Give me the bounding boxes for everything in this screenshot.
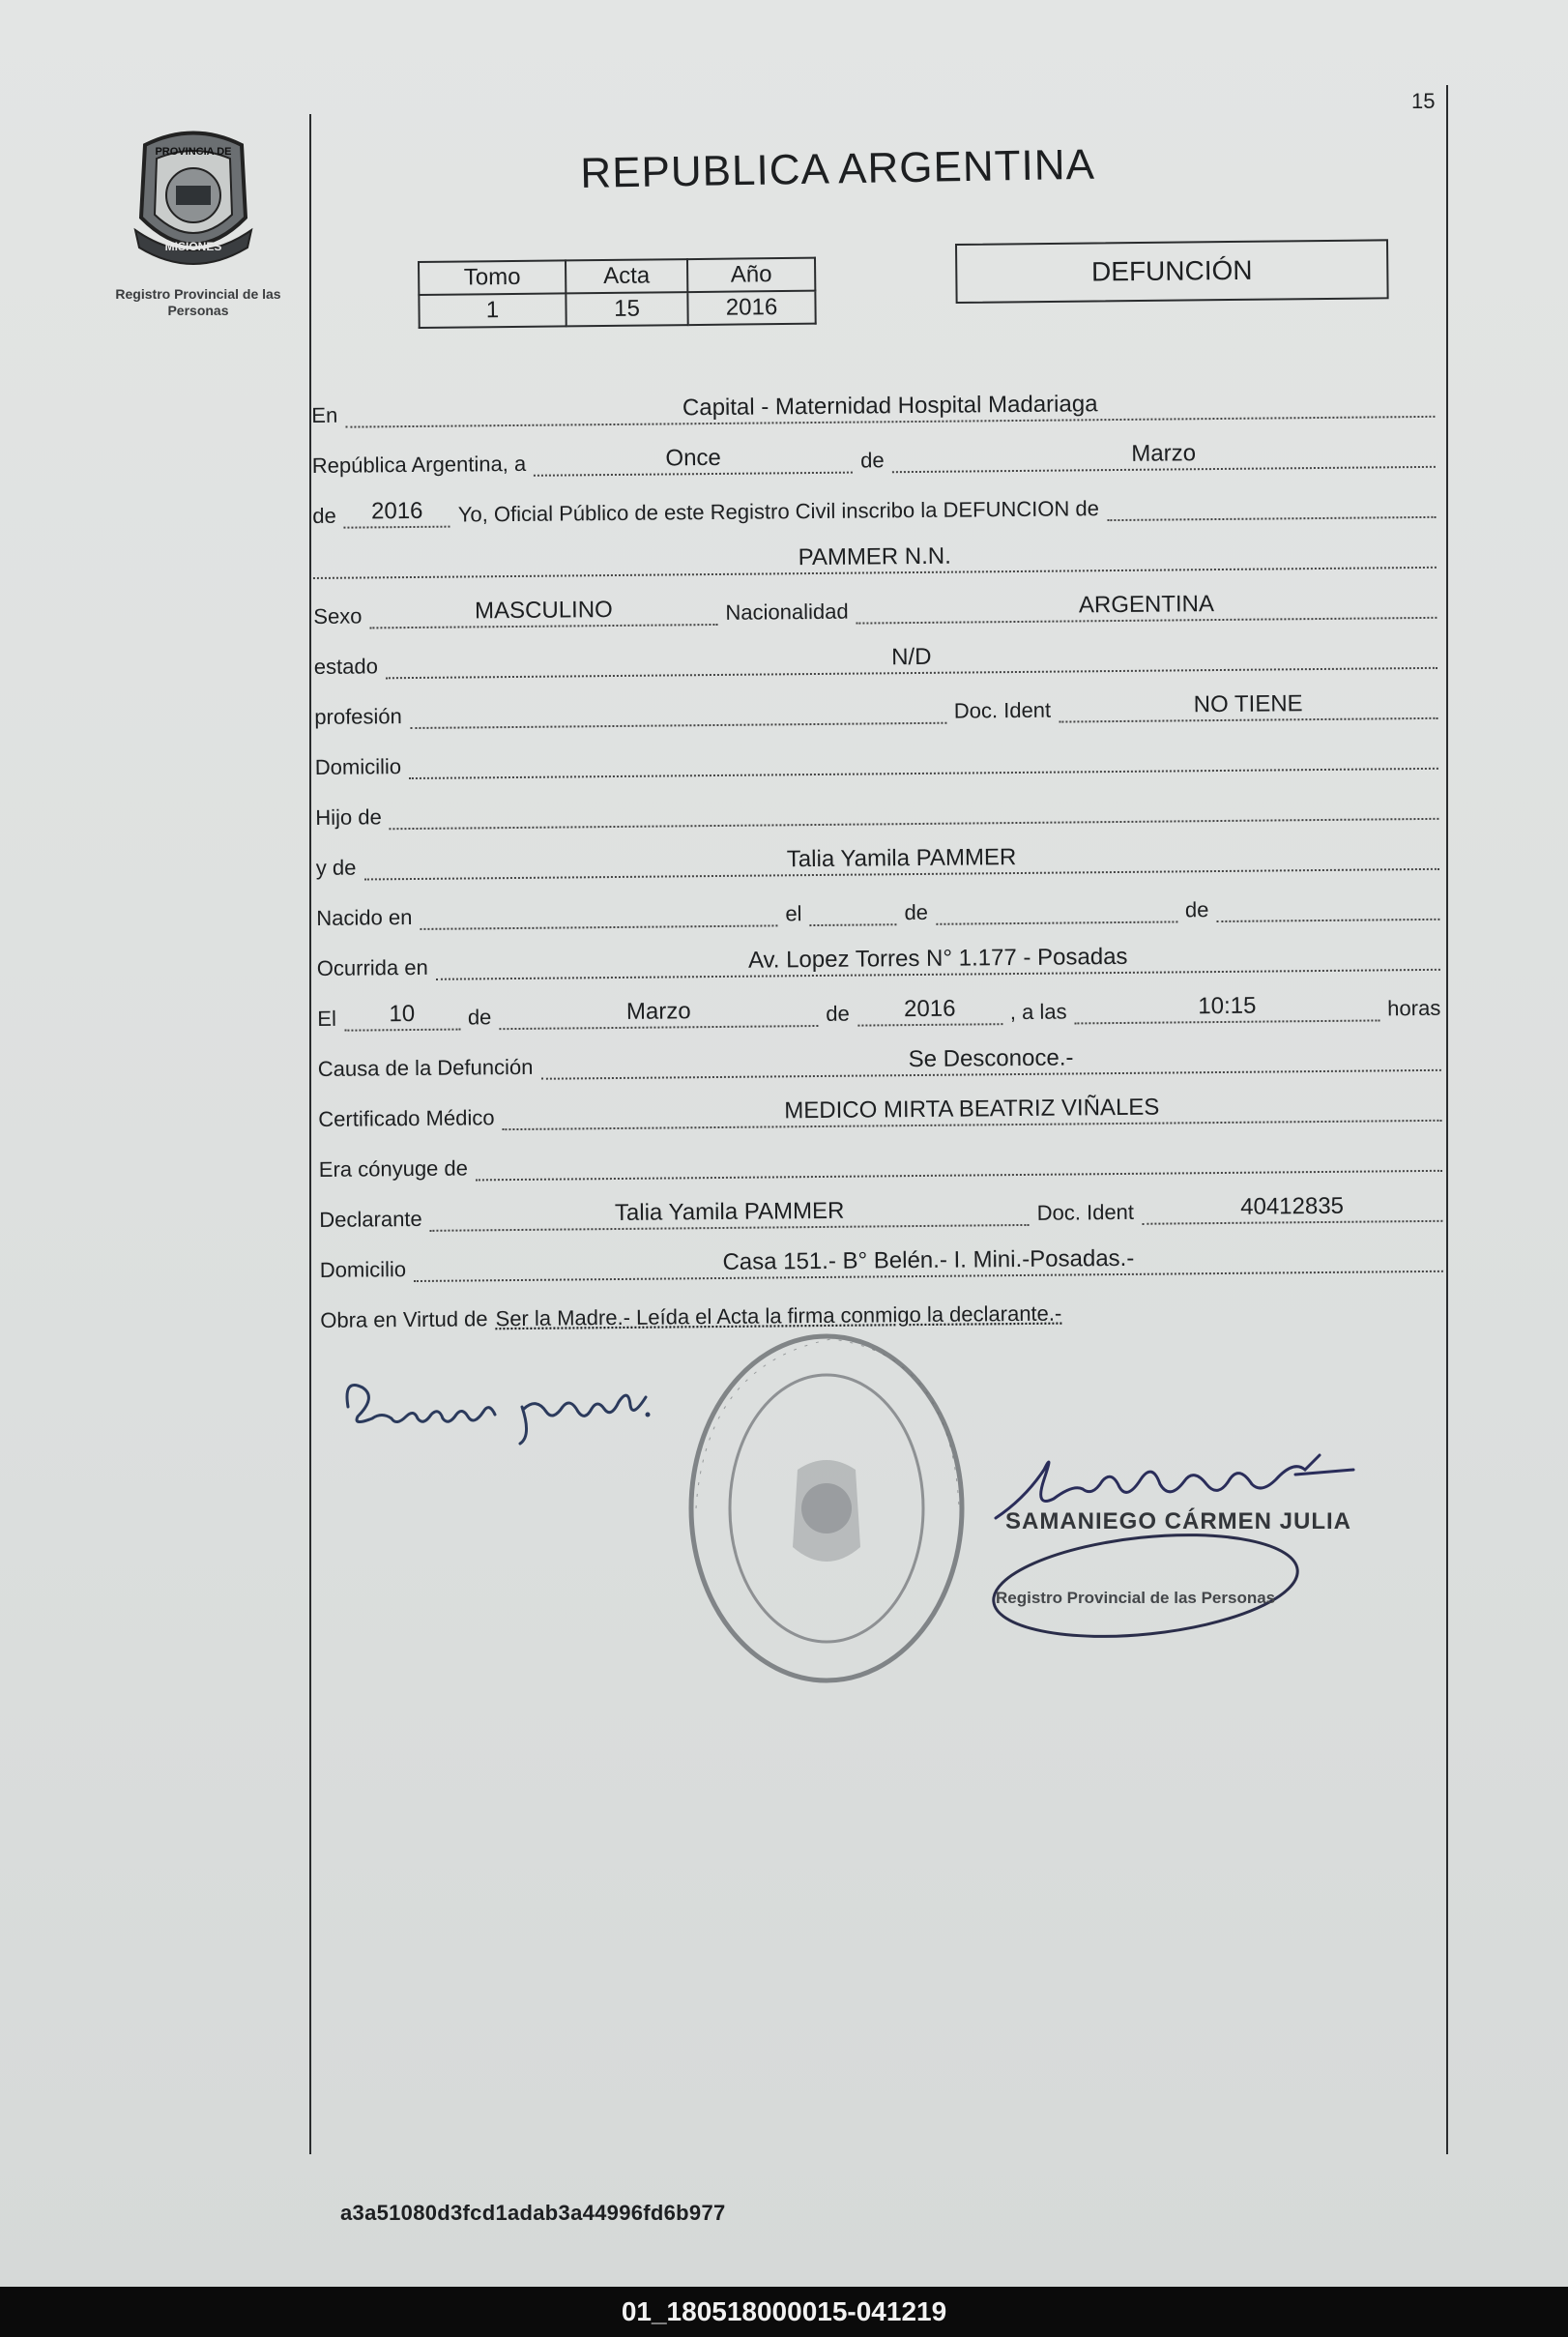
field-mes-defuncion: Marzo [499, 997, 818, 1030]
registry-header-row [419, 258, 815, 295]
field-nombre-fallecido: PAMMER N.N. [313, 539, 1437, 579]
field-madre: Talia Yamila PAMMER [363, 840, 1439, 881]
field-declarante-domicilio: Casa 151.- B° Belén.- I. Mini.-Posadas.- [414, 1242, 1443, 1282]
field-nacido-lugar [420, 896, 777, 930]
document-type-box: DEFUNCIÓN [955, 239, 1389, 304]
seal-top-text: PROVINCIA DE [155, 146, 232, 158]
label-declarante: Declarante [319, 1206, 422, 1232]
footer-id: 01_180518000015-041219 [0, 2287, 1568, 2337]
label-domicilio: Domicilio [314, 754, 402, 779]
field-anio-defuncion: 2016 [857, 995, 1002, 1026]
field-estado: N/D [386, 639, 1437, 679]
label-nacido-en: Nacido en [316, 905, 413, 930]
label-conyuge: Era cónyuge de [318, 1155, 469, 1182]
field-nacido-mes [936, 892, 1177, 924]
oficial-text: Yo, Oficial Público de este Registro Civil inscribo la DEFUNCION de [457, 496, 1100, 527]
registry-value-row [419, 291, 815, 328]
field-oficial-trail [1107, 488, 1437, 521]
label-declarante-domicilio: Domicilio [319, 1257, 407, 1282]
value-anio: 2016 [687, 291, 815, 325]
field-domicilio [409, 740, 1438, 779]
official-stamp-icon [677, 1325, 976, 1692]
field-sexo: MASCULINO [369, 596, 717, 628]
declarant-signature-icon [338, 1358, 667, 1446]
header-tomo: Tomo [419, 260, 566, 295]
label-y-de: y de [315, 855, 357, 880]
label-de-2: de [312, 503, 336, 528]
field-anio: 2016 [344, 498, 450, 529]
agency-name: Registro Provincial de las Personas [115, 286, 281, 318]
page-title: REPUBLICA ARGENTINA [580, 140, 1096, 197]
field-nacionalidad: ARGENTINA [856, 589, 1437, 625]
field-profesion [410, 694, 946, 729]
field-ocurrida-en: Av. Lopez Torres N° 1.177 - Posadas [436, 941, 1440, 980]
label-de-1: de [860, 448, 885, 473]
seal-bottom-text: MISIONES [164, 240, 222, 253]
label-estado: estado [313, 654, 379, 679]
label-de-5: de [467, 1005, 492, 1030]
registry-table [418, 257, 817, 329]
label-a-las: , a las [1009, 999, 1067, 1025]
field-nacido-anio [1216, 891, 1439, 922]
label-obra: Obra en Virtud de [320, 1306, 488, 1332]
label-causa: Causa de la Defunción [317, 1054, 534, 1081]
label-de-3: de [904, 899, 929, 925]
label-horas: horas [1387, 995, 1441, 1021]
value-acta: 15 [566, 292, 687, 326]
field-doc-ident: NO TIENE [1059, 689, 1437, 723]
field-obra: Ser la Madre.- Leída el Acta la firma conmigo la declarante.- [495, 1300, 1062, 1331]
label-republica: República Argentina, a [311, 451, 527, 478]
field-padre [390, 790, 1439, 830]
label-sexo: Sexo [313, 603, 363, 628]
label-hijo-de: Hijo de [315, 804, 382, 830]
header-anio: Año [687, 258, 815, 292]
header-acta: Acta [566, 259, 687, 293]
label-de-6: de [826, 1001, 850, 1026]
label-el-cap: El [317, 1006, 337, 1031]
page-number: 15 [1411, 89, 1436, 113]
label-ocurrida-en: Ocurrida en [316, 954, 428, 980]
label-de-4: de [1184, 897, 1209, 922]
registrar-office: Registro Provincial de las Personas [996, 1589, 1276, 1607]
field-nacido-dia [809, 895, 896, 926]
field-mes: Marzo [891, 438, 1435, 473]
field-causa: Se Desconoce.- [540, 1041, 1441, 1080]
label-en: En [311, 402, 338, 427]
label-nacionalidad: Nacionalidad [725, 599, 849, 625]
value-tomo: 1 [419, 293, 566, 328]
field-declarante: Talia Yamila PAMMER [430, 1196, 1030, 1232]
field-hora-defuncion: 10:15 [1074, 991, 1379, 1024]
label-doc-ident: Doc. Ident [953, 697, 1052, 723]
label-declarante-doc: Doc. Ident [1036, 1199, 1135, 1225]
field-certificado: MEDICO MIRTA BEATRIZ VIÑALES [502, 1092, 1441, 1130]
field-dia-defuncion: 10 [344, 1001, 460, 1032]
label-certificado: Certificado Médico [318, 1105, 495, 1131]
certificate-form [311, 371, 1451, 1337]
field-dia: Once [534, 444, 853, 477]
field-declarante-doc: 40412835 [1142, 1192, 1443, 1225]
label-profesion: profesión [314, 704, 402, 729]
field-conyuge [476, 1142, 1442, 1182]
registrar-oval-mark-icon [986, 1528, 1305, 1644]
province-seal-icon [126, 126, 261, 271]
document-hash: a3a51080d3fcd1adab3a44996fd6b977 [340, 2201, 726, 2225]
field-lugar: Capital - Maternidad Hospital Madariaga [345, 388, 1435, 428]
registrar-name: SAMANIEGO CÁRMEN JULIA [1005, 1508, 1352, 1534]
label-el: el [785, 901, 802, 926]
